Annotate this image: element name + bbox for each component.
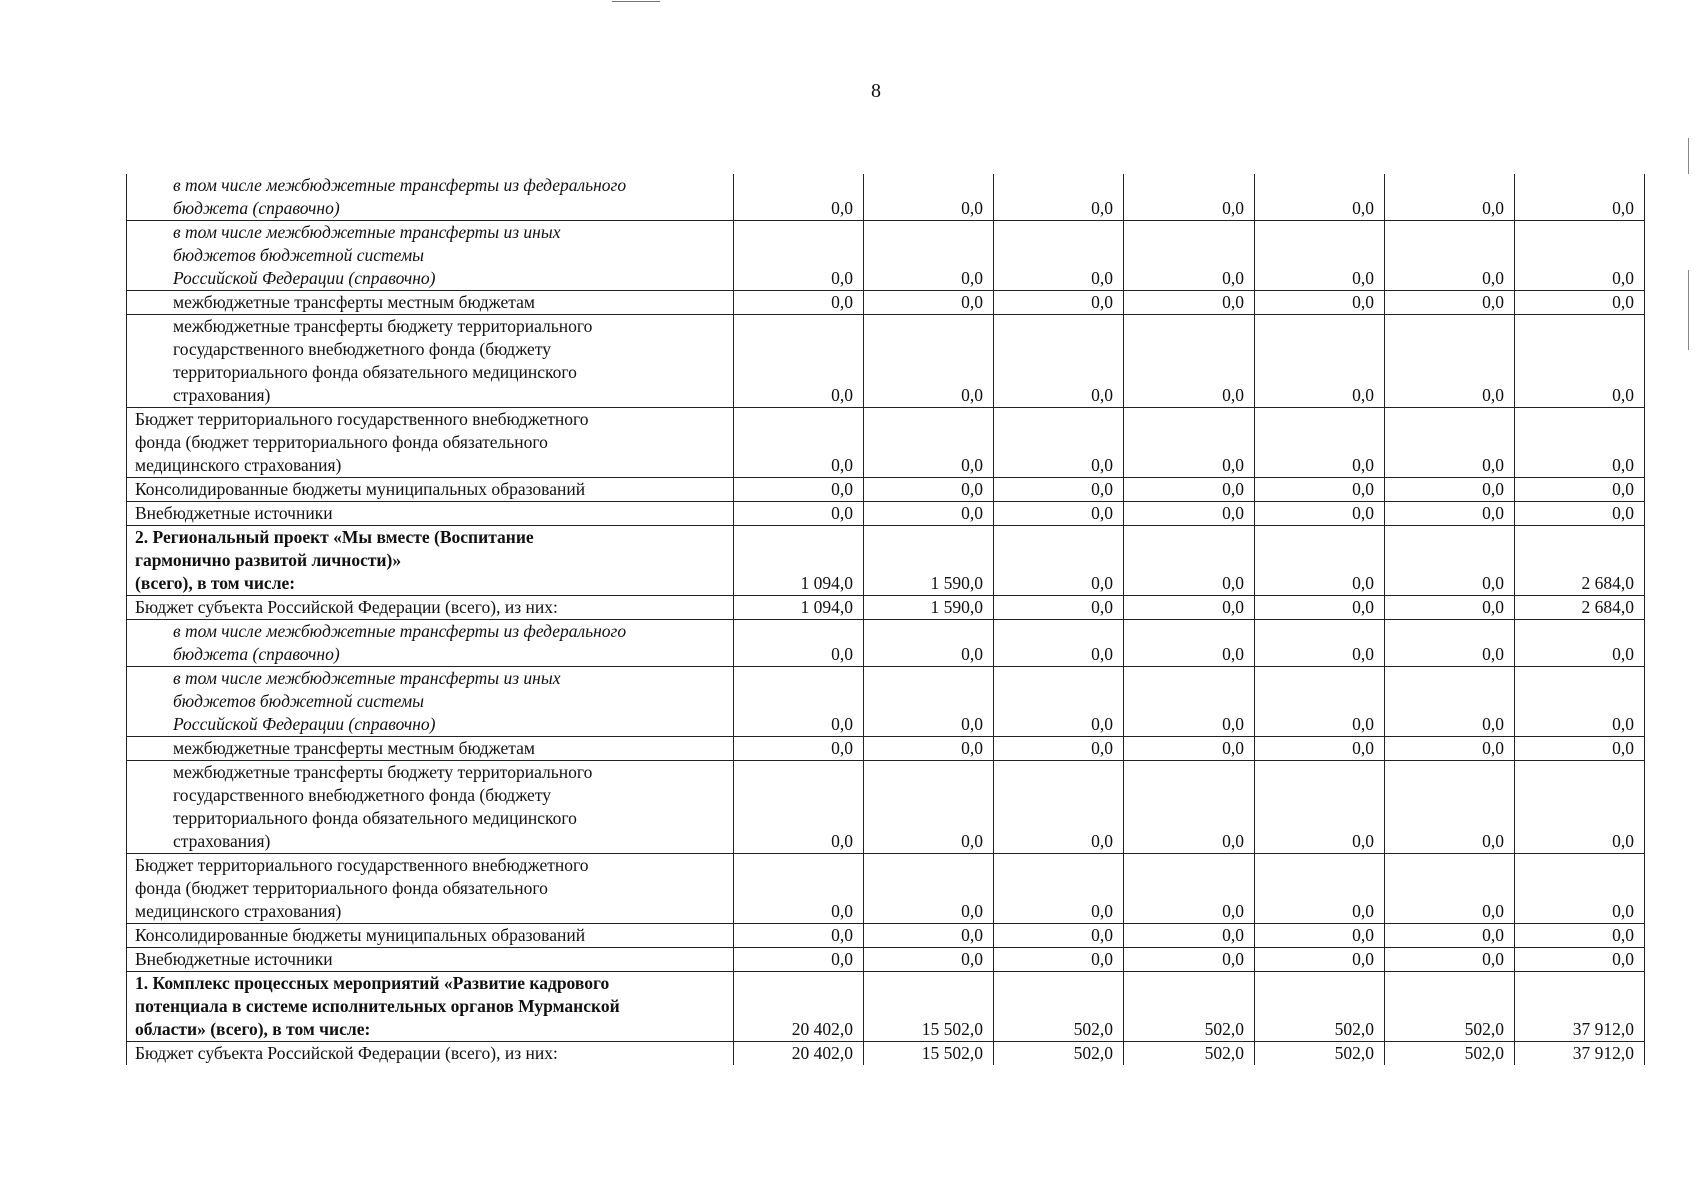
row-label-line: фонда (бюджет территориального фонда обязательного <box>135 878 548 898</box>
value-cell: 1 094,0 <box>734 596 864 620</box>
right-margin-mark <box>1688 138 1689 174</box>
value-cell: 0,0 <box>1255 667 1385 737</box>
value-cell: 0,0 <box>994 620 1124 667</box>
value-cell: 0,0 <box>864 924 994 948</box>
row-label-line: Консолидированные бюджеты муниципальных образований <box>135 479 586 499</box>
row-label-line: Внебюджетные источники <box>135 503 333 523</box>
row-label-line: фонда (бюджет территориального фонда обязательного <box>135 432 548 452</box>
row-label-line: Бюджет субъекта Российской Федерации (всего), из них: <box>135 1043 558 1063</box>
row-label-line: страхования) <box>173 831 271 851</box>
row-label <box>127 761 734 854</box>
row-label <box>127 502 734 526</box>
value-cell: 0,0 <box>1515 291 1645 315</box>
value-cell: 0,0 <box>1385 174 1515 221</box>
table-row <box>127 737 1645 761</box>
row-label-line: межбюджетные трансферты бюджету территориального <box>173 762 593 782</box>
value-cell: 0,0 <box>994 291 1124 315</box>
value-cell: 502,0 <box>1385 972 1515 1042</box>
value-cell: 1 094,0 <box>734 526 864 596</box>
row-label-line: Российской Федерации (справочно) <box>173 714 436 734</box>
value-cell: 0,0 <box>1124 221 1255 291</box>
value-cell: 0,0 <box>1124 174 1255 221</box>
row-label <box>127 526 734 596</box>
value-cell: 0,0 <box>1385 948 1515 972</box>
value-cell: 502,0 <box>994 972 1124 1042</box>
table-row <box>127 174 1645 221</box>
value-cell: 0,0 <box>1255 526 1385 596</box>
row-label-line: территориального фонда обязательного медицинского <box>173 808 577 828</box>
row-label-line: Российской Федерации (справочно) <box>173 268 436 288</box>
value-cell: 0,0 <box>1255 291 1385 315</box>
value-cell: 0,0 <box>1255 221 1385 291</box>
row-label-line: Внебюджетные источники <box>135 949 333 969</box>
value-cell: 0,0 <box>994 596 1124 620</box>
value-cell: 0,0 <box>734 854 864 924</box>
value-cell: 0,0 <box>1124 948 1255 972</box>
value-cell: 0,0 <box>1515 620 1645 667</box>
row-label-line: бюджетов бюджетной системы <box>173 691 424 711</box>
value-cell: 0,0 <box>734 737 864 761</box>
row-label-line: Бюджет территориального государственного внебюджетного <box>135 409 589 429</box>
value-cell: 0,0 <box>1515 854 1645 924</box>
row-label-line: бюджета (справочно) <box>173 198 340 218</box>
value-cell: 0,0 <box>1385 315 1515 408</box>
value-cell: 0,0 <box>734 924 864 948</box>
value-cell: 2 684,0 <box>1515 526 1645 596</box>
value-cell: 0,0 <box>1124 526 1255 596</box>
row-label-line: в том числе межбюджетные трансферты из иных <box>173 222 561 242</box>
value-cell: 0,0 <box>1124 737 1255 761</box>
table-body <box>127 174 1645 1065</box>
row-label-line: страхования) <box>173 385 271 405</box>
value-cell: 0,0 <box>864 620 994 667</box>
value-cell: 2 684,0 <box>1515 596 1645 620</box>
value-cell: 0,0 <box>1515 221 1645 291</box>
value-cell: 0,0 <box>1255 761 1385 854</box>
value-cell: 0,0 <box>1515 924 1645 948</box>
value-cell: 15 502,0 <box>864 1042 994 1066</box>
value-cell: 0,0 <box>864 291 994 315</box>
row-label-line: гармонично развитой личности)» <box>135 550 402 570</box>
row-label-line: (всего), в том числе: <box>135 573 296 593</box>
value-cell: 0,0 <box>864 408 994 478</box>
value-cell: 0,0 <box>734 221 864 291</box>
value-cell: 0,0 <box>994 924 1124 948</box>
value-cell: 0,0 <box>864 854 994 924</box>
value-cell: 0,0 <box>864 948 994 972</box>
row-label <box>127 667 734 737</box>
value-cell: 0,0 <box>1124 667 1255 737</box>
value-cell: 0,0 <box>1255 620 1385 667</box>
row-label-line: бюджета (справочно) <box>173 644 340 664</box>
value-cell: 0,0 <box>734 667 864 737</box>
row-label-line: бюджетов бюджетной системы <box>173 245 424 265</box>
value-cell: 0,0 <box>994 737 1124 761</box>
value-cell: 0,0 <box>734 948 864 972</box>
value-cell: 0,0 <box>864 667 994 737</box>
row-label-line: государственного внебюджетного фонда (бюджету <box>173 339 551 359</box>
value-cell: 0,0 <box>1385 620 1515 667</box>
value-cell: 0,0 <box>1255 737 1385 761</box>
value-cell: 0,0 <box>1385 291 1515 315</box>
value-cell: 0,0 <box>994 315 1124 408</box>
row-label <box>127 174 734 221</box>
row-label-line: 2. Региональный проект «Мы вместе (Воспитание <box>135 527 534 547</box>
value-cell: 502,0 <box>1255 972 1385 1042</box>
value-cell: 0,0 <box>994 478 1124 502</box>
value-cell: 20 402,0 <box>734 1042 864 1066</box>
value-cell: 502,0 <box>1124 972 1255 1042</box>
value-cell: 0,0 <box>864 221 994 291</box>
table-row <box>127 924 1645 948</box>
value-cell: 502,0 <box>1385 1042 1515 1066</box>
row-label-line: в том числе межбюджетные трансферты из федерального <box>173 175 627 195</box>
budget-table <box>126 174 1645 1065</box>
value-cell: 0,0 <box>994 174 1124 221</box>
value-cell: 0,0 <box>994 526 1124 596</box>
table-row <box>127 221 1645 291</box>
row-label-line: медицинского страхования) <box>135 455 342 475</box>
value-cell: 0,0 <box>1255 315 1385 408</box>
value-cell: 0,0 <box>864 315 994 408</box>
value-cell: 0,0 <box>1255 478 1385 502</box>
value-cell: 0,0 <box>1124 291 1255 315</box>
value-cell: 0,0 <box>1255 948 1385 972</box>
value-cell: 0,0 <box>1515 667 1645 737</box>
table-row <box>127 408 1645 478</box>
value-cell: 0,0 <box>1515 761 1645 854</box>
value-cell: 0,0 <box>994 408 1124 478</box>
table-row <box>127 761 1645 854</box>
table-row <box>127 667 1645 737</box>
table-row <box>127 315 1645 408</box>
value-cell: 0,0 <box>1124 478 1255 502</box>
row-label <box>127 1042 734 1066</box>
value-cell: 0,0 <box>1124 408 1255 478</box>
row-label-line: Консолидированные бюджеты муниципальных образований <box>135 925 586 945</box>
value-cell: 0,0 <box>994 502 1124 526</box>
value-cell: 0,0 <box>1124 854 1255 924</box>
right-margin-mark <box>1688 270 1689 350</box>
row-label <box>127 924 734 948</box>
value-cell: 0,0 <box>1385 502 1515 526</box>
value-cell: 0,0 <box>994 761 1124 854</box>
value-cell: 0,0 <box>1124 596 1255 620</box>
row-label-line: Бюджет территориального государственного внебюджетного <box>135 855 589 875</box>
value-cell: 37 912,0 <box>1515 972 1645 1042</box>
row-label <box>127 620 734 667</box>
value-cell: 0,0 <box>1385 478 1515 502</box>
table-row <box>127 596 1645 620</box>
value-cell: 0,0 <box>734 620 864 667</box>
value-cell: 0,0 <box>1515 315 1645 408</box>
row-label-line: области» (всего), в том числе: <box>135 1019 371 1039</box>
row-label <box>127 737 734 761</box>
value-cell: 502,0 <box>994 1042 1124 1066</box>
value-cell: 0,0 <box>1385 408 1515 478</box>
value-cell: 0,0 <box>1385 526 1515 596</box>
value-cell: 0,0 <box>734 315 864 408</box>
value-cell: 0,0 <box>1124 620 1255 667</box>
value-cell: 0,0 <box>994 221 1124 291</box>
value-cell: 0,0 <box>1515 737 1645 761</box>
value-cell: 0,0 <box>1255 596 1385 620</box>
value-cell: 15 502,0 <box>864 972 994 1042</box>
row-label-line: территориального фонда обязательного медицинского <box>173 362 577 382</box>
row-label-line: межбюджетные трансферты местным бюджетам <box>173 292 535 312</box>
table-row <box>127 526 1645 596</box>
row-label <box>127 596 734 620</box>
row-label-line: государственного внебюджетного фонда (бюджету <box>173 785 551 805</box>
table-row <box>127 620 1645 667</box>
table-row <box>127 502 1645 526</box>
value-cell: 0,0 <box>864 502 994 526</box>
value-cell: 0,0 <box>734 761 864 854</box>
row-label <box>127 291 734 315</box>
value-cell: 0,0 <box>1515 408 1645 478</box>
value-cell: 0,0 <box>1124 924 1255 948</box>
value-cell: 0,0 <box>1124 761 1255 854</box>
row-label-line: межбюджетные трансферты местным бюджетам <box>173 738 535 758</box>
value-cell: 0,0 <box>864 174 994 221</box>
row-label <box>127 478 734 502</box>
value-cell: 0,0 <box>1385 761 1515 854</box>
row-label <box>127 408 734 478</box>
value-cell: 0,0 <box>1515 948 1645 972</box>
top-edge-mark <box>612 1 660 2</box>
value-cell: 1 590,0 <box>864 596 994 620</box>
value-cell: 0,0 <box>1385 221 1515 291</box>
row-label-line: в том числе межбюджетные трансферты из федерального <box>173 621 627 641</box>
row-label <box>127 854 734 924</box>
value-cell: 0,0 <box>1385 596 1515 620</box>
value-cell: 0,0 <box>1124 315 1255 408</box>
row-label-line: потенциала в системе исполнительных органов Мурманской <box>135 996 620 1016</box>
value-cell: 0,0 <box>734 291 864 315</box>
value-cell: 0,0 <box>1385 924 1515 948</box>
value-cell: 0,0 <box>1124 502 1255 526</box>
value-cell: 0,0 <box>734 174 864 221</box>
row-label <box>127 221 734 291</box>
row-label-line: Бюджет субъекта Российской Федерации (всего), из них: <box>135 597 558 617</box>
value-cell: 0,0 <box>1255 854 1385 924</box>
table-row <box>127 972 1645 1042</box>
value-cell: 0,0 <box>994 948 1124 972</box>
value-cell: 0,0 <box>1385 737 1515 761</box>
row-label-line: медицинского страхования) <box>135 901 342 921</box>
value-cell: 0,0 <box>734 502 864 526</box>
value-cell: 0,0 <box>1255 174 1385 221</box>
row-label-line: 1. Комплекс процессных мероприятий «Развитие кадрового <box>135 973 610 993</box>
value-cell: 1 590,0 <box>864 526 994 596</box>
value-cell: 0,0 <box>734 478 864 502</box>
value-cell: 0,0 <box>1385 854 1515 924</box>
value-cell: 20 402,0 <box>734 972 864 1042</box>
value-cell: 0,0 <box>734 408 864 478</box>
value-cell: 502,0 <box>1124 1042 1255 1066</box>
value-cell: 0,0 <box>1385 667 1515 737</box>
value-cell: 37 912,0 <box>1515 1042 1645 1066</box>
value-cell: 0,0 <box>994 854 1124 924</box>
value-cell: 0,0 <box>1515 478 1645 502</box>
value-cell: 0,0 <box>864 737 994 761</box>
value-cell: 0,0 <box>1255 408 1385 478</box>
value-cell: 0,0 <box>994 667 1124 737</box>
value-cell: 0,0 <box>1255 502 1385 526</box>
value-cell: 0,0 <box>864 761 994 854</box>
value-cell: 0,0 <box>864 478 994 502</box>
table-row <box>127 854 1645 924</box>
table-row <box>127 1042 1645 1066</box>
value-cell: 0,0 <box>1515 502 1645 526</box>
row-label-line: межбюджетные трансферты бюджету территориального <box>173 316 593 336</box>
value-cell: 0,0 <box>1515 174 1645 221</box>
value-cell: 0,0 <box>1255 924 1385 948</box>
table-row <box>127 948 1645 972</box>
row-label <box>127 315 734 408</box>
row-label-line: в том числе межбюджетные трансферты из иных <box>173 668 561 688</box>
table-row <box>127 478 1645 502</box>
table-row <box>127 291 1645 315</box>
row-label <box>127 948 734 972</box>
page-number: 8 <box>871 80 881 102</box>
row-label <box>127 972 734 1042</box>
value-cell: 502,0 <box>1255 1042 1385 1066</box>
